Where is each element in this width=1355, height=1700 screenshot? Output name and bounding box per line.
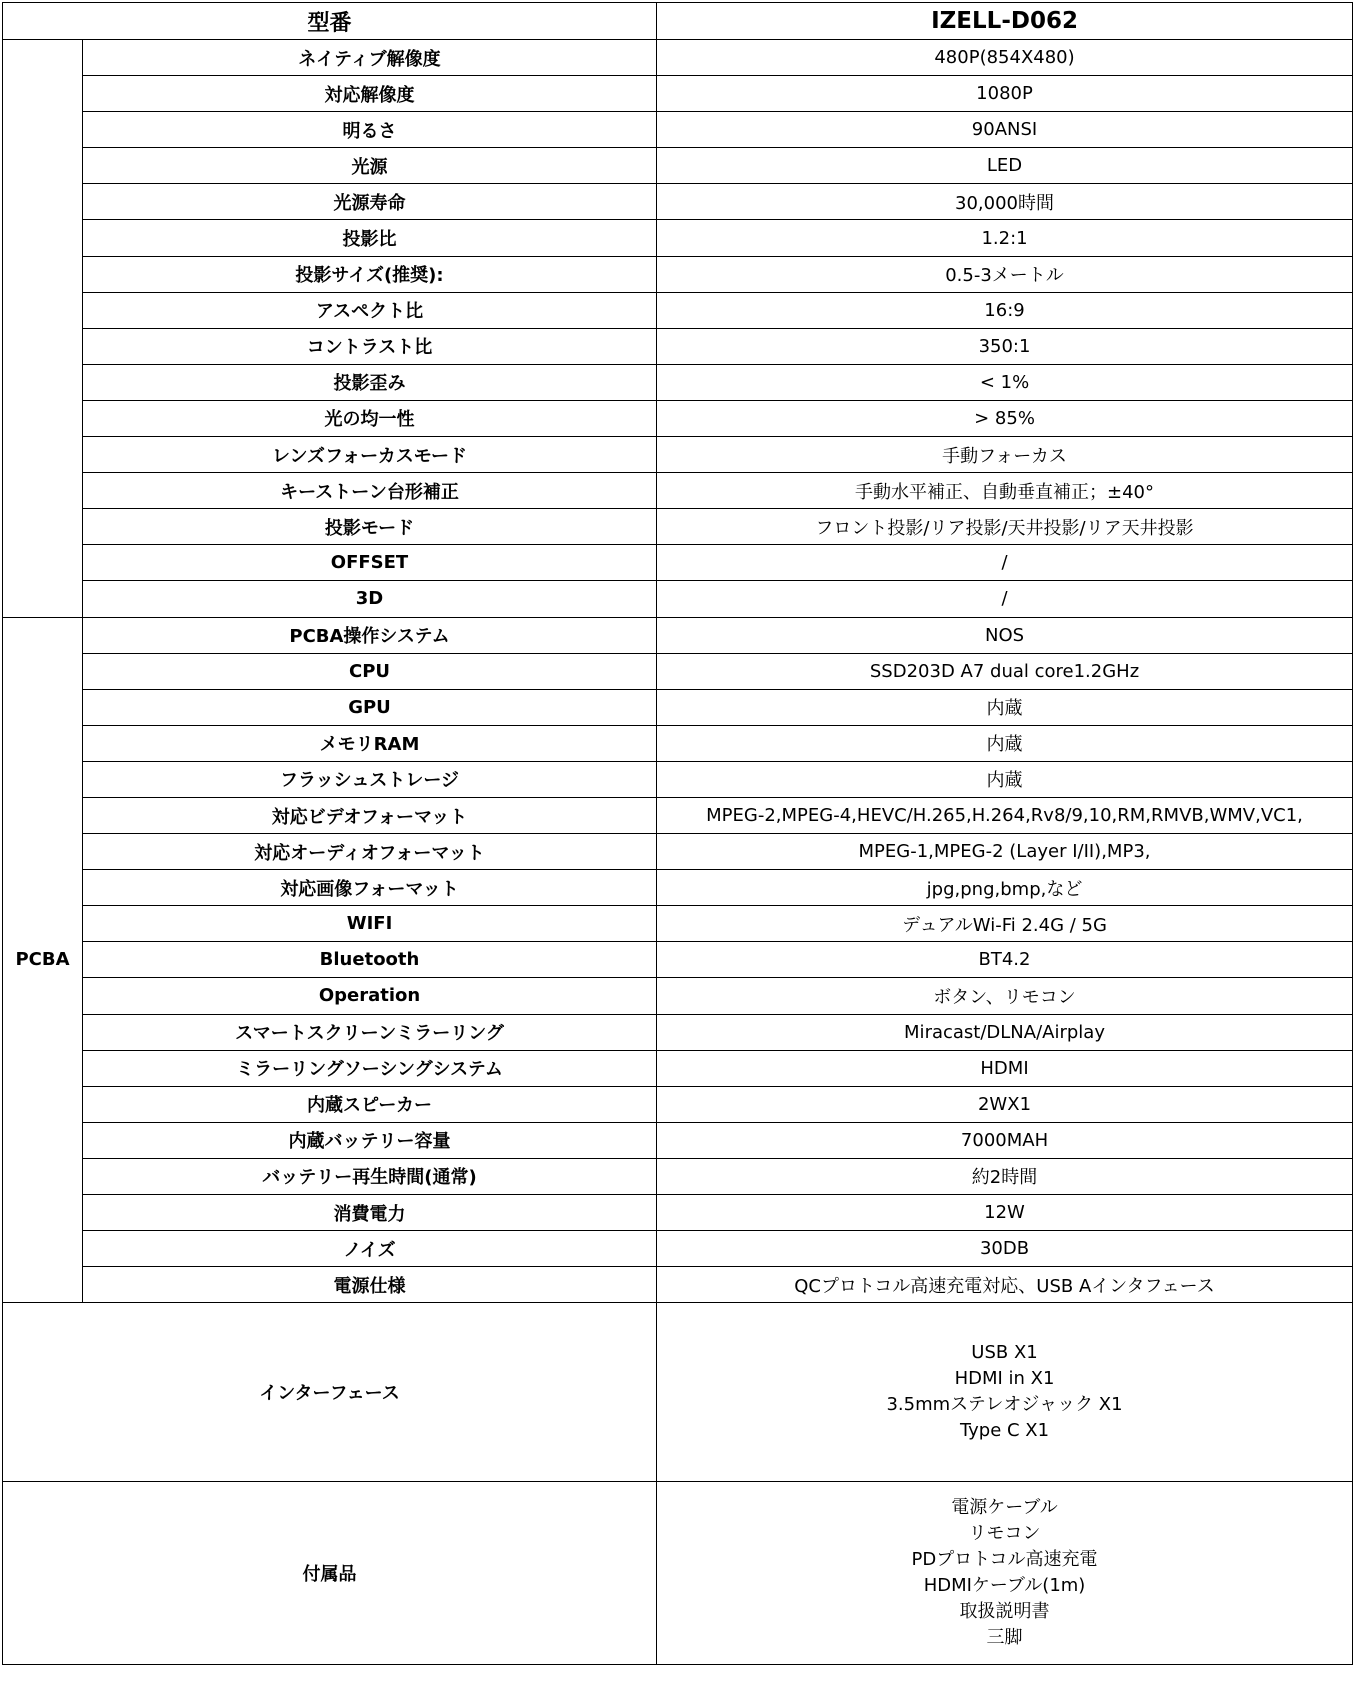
accessories-row [3, 1482, 1353, 1665]
spec-value: 手動フォーカス [657, 437, 1353, 473]
spec-value: 手動水平補正、自動垂直補正；±40° [657, 473, 1353, 509]
spec-value: ボタン、リモコン [657, 978, 1353, 1014]
spec-value: 350:1 [657, 328, 1353, 364]
spec-label: バッテリー再生時間(通常) [83, 1158, 657, 1194]
spec-value: 7000MAH [657, 1122, 1353, 1158]
spec-label: 投影モード [83, 509, 657, 545]
interface-line: Type C X1 [959, 1420, 1050, 1442]
optics-group-label [3, 40, 83, 618]
spec-row [3, 617, 1353, 653]
spec-row [3, 1267, 1353, 1303]
spec-label: 対応画像フォーマット [83, 870, 657, 906]
accessories-line: 取扱説明書 [959, 1601, 1050, 1623]
spec-label: Operation [83, 978, 657, 1014]
spec-row [3, 220, 1353, 256]
accessories-label: 付属品 [3, 1482, 657, 1665]
spec-label: キーストーン台形補正 [83, 473, 657, 509]
spec-value: 1.2:1 [657, 220, 1353, 256]
spec-row [3, 1231, 1353, 1267]
accessories-value-list [657, 1482, 1353, 1665]
spec-value: SSD203D A7 dual core1.2GHz [657, 653, 1353, 689]
spec-label: 3D [83, 581, 657, 617]
spec-value: HDMI [657, 1050, 1353, 1086]
spec-row [3, 870, 1353, 906]
spec-row [3, 328, 1353, 364]
pcba-group-label: PCBA [3, 617, 83, 1303]
interface-label: インターフェース [3, 1303, 657, 1482]
spec-value: 30DB [657, 1231, 1353, 1267]
spec-label: 電源仕様 [83, 1267, 657, 1303]
interface-line: 3.5mmステレオジャック X1 [886, 1394, 1123, 1416]
spec-value: 内蔵 [657, 689, 1353, 725]
spec-label: OFFSET [83, 545, 657, 581]
spec-value: QCプロトコル高速充電対応、USB Aインタフェース [657, 1267, 1353, 1303]
spec-label: 光源 [83, 148, 657, 184]
spec-value: 内蔵 [657, 761, 1353, 797]
spec-value: > 85% [657, 400, 1353, 436]
spec-value: フロント投影/リア投影/天井投影/リア天井投影 [657, 509, 1353, 545]
spec-value: 30,000時間 [657, 184, 1353, 220]
spec-value: NOS [657, 617, 1353, 653]
spec-row [3, 834, 1353, 870]
model-label: 型番 [3, 3, 657, 40]
spec-row [3, 1014, 1353, 1050]
header-row [3, 3, 1353, 40]
spec-row [3, 906, 1353, 942]
spec-value: 90ANSI [657, 112, 1353, 148]
spec-row [3, 545, 1353, 581]
spec-value: / [657, 581, 1353, 617]
spec-row [3, 473, 1353, 509]
spec-row [3, 256, 1353, 292]
spec-label: 対応解像度 [83, 76, 657, 112]
spec-row [3, 509, 1353, 545]
spec-value: 約2時間 [657, 1158, 1353, 1194]
interface-row [3, 1303, 1353, 1482]
spec-label: ミラーリングソーシングシステム [83, 1050, 657, 1086]
accessories-line: リモコン [968, 1523, 1041, 1545]
spec-label: 投影比 [83, 220, 657, 256]
spec-row [3, 1158, 1353, 1194]
interface-line: USB X1 [971, 1342, 1038, 1364]
spec-label: 投影サイズ(推奨): [83, 256, 657, 292]
spec-row [3, 148, 1353, 184]
spec-value: BT4.2 [657, 942, 1353, 978]
spec-value: デュアルWi-Fi 2.4G / 5G [657, 906, 1353, 942]
spec-label: GPU [83, 689, 657, 725]
interface-value-list [657, 1303, 1353, 1482]
spec-value: MPEG-1,MPEG-2 (Layer I/II),MP3, [657, 834, 1353, 870]
spec-row [3, 581, 1353, 617]
spec-row [3, 40, 1353, 76]
spec-label: コントラスト比 [83, 328, 657, 364]
spec-value: MPEG-2,MPEG-4,HEVC/H.265,H.264,Rv8/9,10,RM,RMVB,WMV,VC1, [657, 797, 1353, 833]
spec-row [3, 112, 1353, 148]
spec-value: jpg,png,bmp,など [657, 870, 1353, 906]
spec-label: ネイティブ解像度 [83, 40, 657, 76]
spec-value: / [657, 545, 1353, 581]
model-value: IZELL-D062 [657, 3, 1353, 40]
spec-value: Miracast/DLNA/Airplay [657, 1014, 1353, 1050]
accessories-line: HDMIケーブル(1m) [923, 1575, 1086, 1597]
spec-value: < 1% [657, 364, 1353, 400]
accessories-line: 三脚 [986, 1627, 1023, 1649]
spec-label: 光源寿命 [83, 184, 657, 220]
spec-value: 1080P [657, 76, 1353, 112]
spec-label: アスペクト比 [83, 292, 657, 328]
spec-table [2, 2, 1353, 1665]
spec-value: 内蔵 [657, 725, 1353, 761]
spec-value: 0.5-3メートル [657, 256, 1353, 292]
spec-label: Bluetooth [83, 942, 657, 978]
spec-value: 12W [657, 1195, 1353, 1231]
accessories-line: PDプロトコル高速充電 [911, 1549, 1098, 1571]
spec-label: 消費電力 [83, 1195, 657, 1231]
spec-label: CPU [83, 653, 657, 689]
spec-row [3, 978, 1353, 1014]
spec-row [3, 797, 1353, 833]
spec-row [3, 437, 1353, 473]
spec-row [3, 76, 1353, 112]
spec-label: PCBA操作システム [83, 617, 657, 653]
spec-label: 投影歪み [83, 364, 657, 400]
spec-row [3, 725, 1353, 761]
spec-row [3, 1195, 1353, 1231]
spec-label: レンズフォーカスモード [83, 437, 657, 473]
spec-row [3, 942, 1353, 978]
spec-row [3, 400, 1353, 436]
spec-row [3, 761, 1353, 797]
spec-value: 2WX1 [657, 1086, 1353, 1122]
spec-row [3, 653, 1353, 689]
spec-label: 光の均一性 [83, 400, 657, 436]
spec-row [3, 1086, 1353, 1122]
spec-value: 480P(854X480) [657, 40, 1353, 76]
spec-row [3, 292, 1353, 328]
spec-label: ノイズ [83, 1231, 657, 1267]
spec-value: 16:9 [657, 292, 1353, 328]
spec-label: 対応オーディオフォーマット [83, 834, 657, 870]
spec-label: 明るさ [83, 112, 657, 148]
spec-label: スマートスクリーンミラーリング [83, 1014, 657, 1050]
spec-label: 対応ビデオフォーマット [83, 797, 657, 833]
spec-label: WIFI [83, 906, 657, 942]
spec-row [3, 689, 1353, 725]
spec-row [3, 1050, 1353, 1086]
spec-row [3, 184, 1353, 220]
spec-label: メモリRAM [83, 725, 657, 761]
interface-line: HDMI in X1 [954, 1368, 1055, 1390]
spec-row [3, 364, 1353, 400]
spec-row [3, 1122, 1353, 1158]
spec-label: フラッシュストレージ [83, 761, 657, 797]
spec-label: 内蔵バッテリー容量 [83, 1122, 657, 1158]
spec-label: 内蔵スピーカー [83, 1086, 657, 1122]
accessories-line: 電源ケーブル [951, 1497, 1058, 1519]
spec-value: LED [657, 148, 1353, 184]
